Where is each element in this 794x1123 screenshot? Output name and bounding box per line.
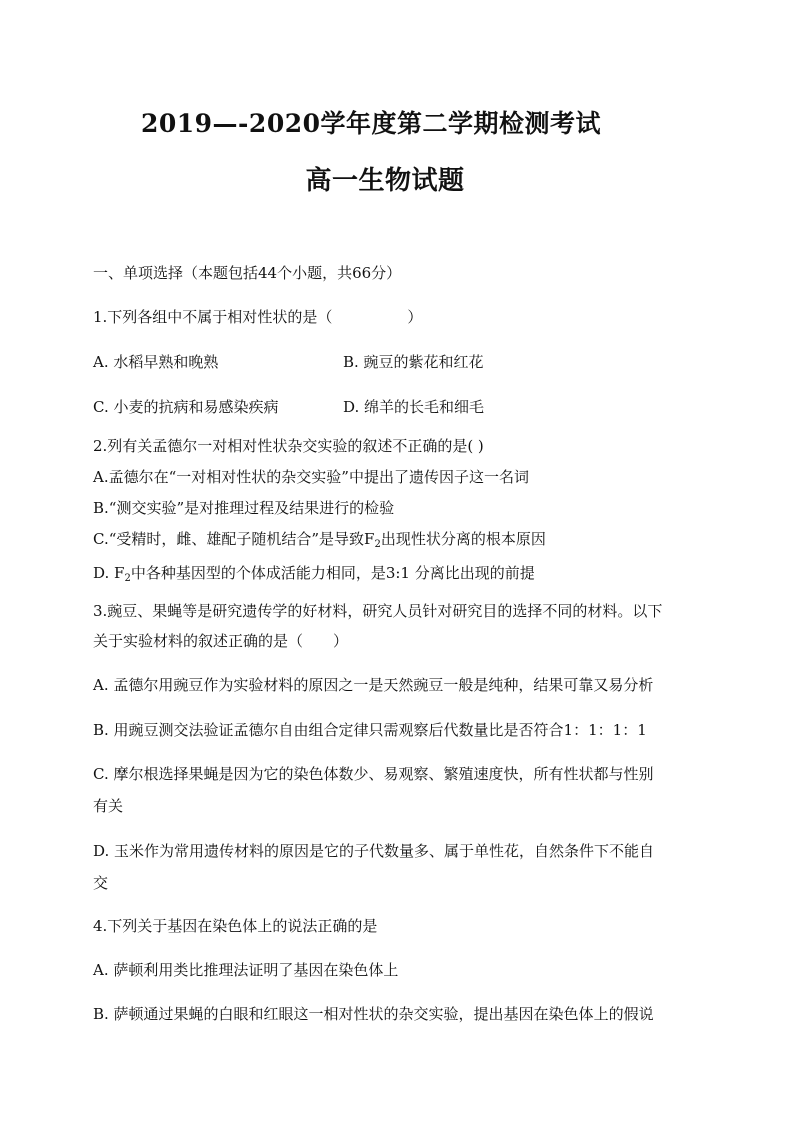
question-2-stem: 2.列有关孟德尔一对相对性状杂交实验的叙述不正确的是( ) <box>93 437 484 455</box>
question-3-option-c-line2: 有关 <box>93 797 124 815</box>
question-3-option-a: A. 孟德尔用豌豆作为实验材料的原因之一是天然豌豆一般是纯种，结果可靠又易分析 <box>93 676 654 694</box>
question-2-option-d-part2: 中各种基因型的个体成活能力相同，是3:1 分离比出现的前提 <box>130 564 535 582</box>
exam-subtitle: 高一生物试题 <box>305 166 465 196</box>
question-3-option-b: B. 用豌豆测交法验证孟德尔自由组合定律只需观察后代数量比是否符合1：1：1：1 <box>93 721 647 739</box>
question-3-option-d-line1: D. 玉米作为常用遗传材料的原因是它的子代数量多、属于单性花，自然条件下不能自 <box>93 842 655 860</box>
question-2-option-c <box>93 528 546 550</box>
question-4-option-a: A. 萨顿利用类比推理法证明了基因在染色体上 <box>93 961 399 979</box>
question-1-stem: 1.下列各组中不属于相对性状的是（ ） <box>93 308 423 326</box>
question-1-option-c: C. 小麦的抗病和易感染疾病 <box>93 398 279 416</box>
question-3-option-c-line1: C. 摩尔根选择果蝇是因为它的染色体数少、易观察、繁殖速度快，所有性状都与性别 <box>93 765 654 783</box>
question-2-option-c-part1: C.“受精时，雌、雄配子随机结合”是导致F <box>93 530 375 548</box>
question-4-option-b: B. 萨顿通过果蝇的白眼和红眼这一相对性状的杂交实验，提出基因在染色体上的假说 <box>93 1005 654 1023</box>
question-2-option-b: B.“测交实验”是对推理过程及结果进行的检验 <box>93 499 395 517</box>
subscript-2: 2 <box>374 539 381 550</box>
exam-title: 2019—-2020学年度第二学期检测考试 <box>140 109 602 138</box>
section-heading: 一、单项选择（本题包括44个小题，共66分） <box>93 264 402 282</box>
question-4-stem: 4.下列关于基因在染色体上的说法正确的是 <box>93 917 378 935</box>
question-1-option-a: A. 水稻早熟和晚熟 <box>93 353 219 371</box>
question-3-stem-line2: 关于实验材料的叙述正确的是（ ） <box>93 632 349 650</box>
question-3-option-d-line2: 交 <box>93 874 109 892</box>
question-1-option-b: B. 豌豆的紫花和红花 <box>343 353 484 371</box>
question-3-stem-line1: 3.豌豆、果蝇等是研究遗传学的好材料，研究人员针对研究目的选择不同的材料。以下 <box>93 602 663 620</box>
subscript-2: 2 <box>124 573 131 584</box>
question-2-option-a: A.孟德尔在“一对相对性状的杂交实验”中提出了遗传因子这一名词 <box>93 468 529 486</box>
question-2-option-d <box>93 562 535 584</box>
question-2-option-c-part2: 出现性状分离的根本原因 <box>380 530 546 548</box>
question-1-option-d: D. 绵羊的长毛和细毛 <box>343 398 485 416</box>
question-2-option-d-part1: D. F <box>93 564 125 582</box>
